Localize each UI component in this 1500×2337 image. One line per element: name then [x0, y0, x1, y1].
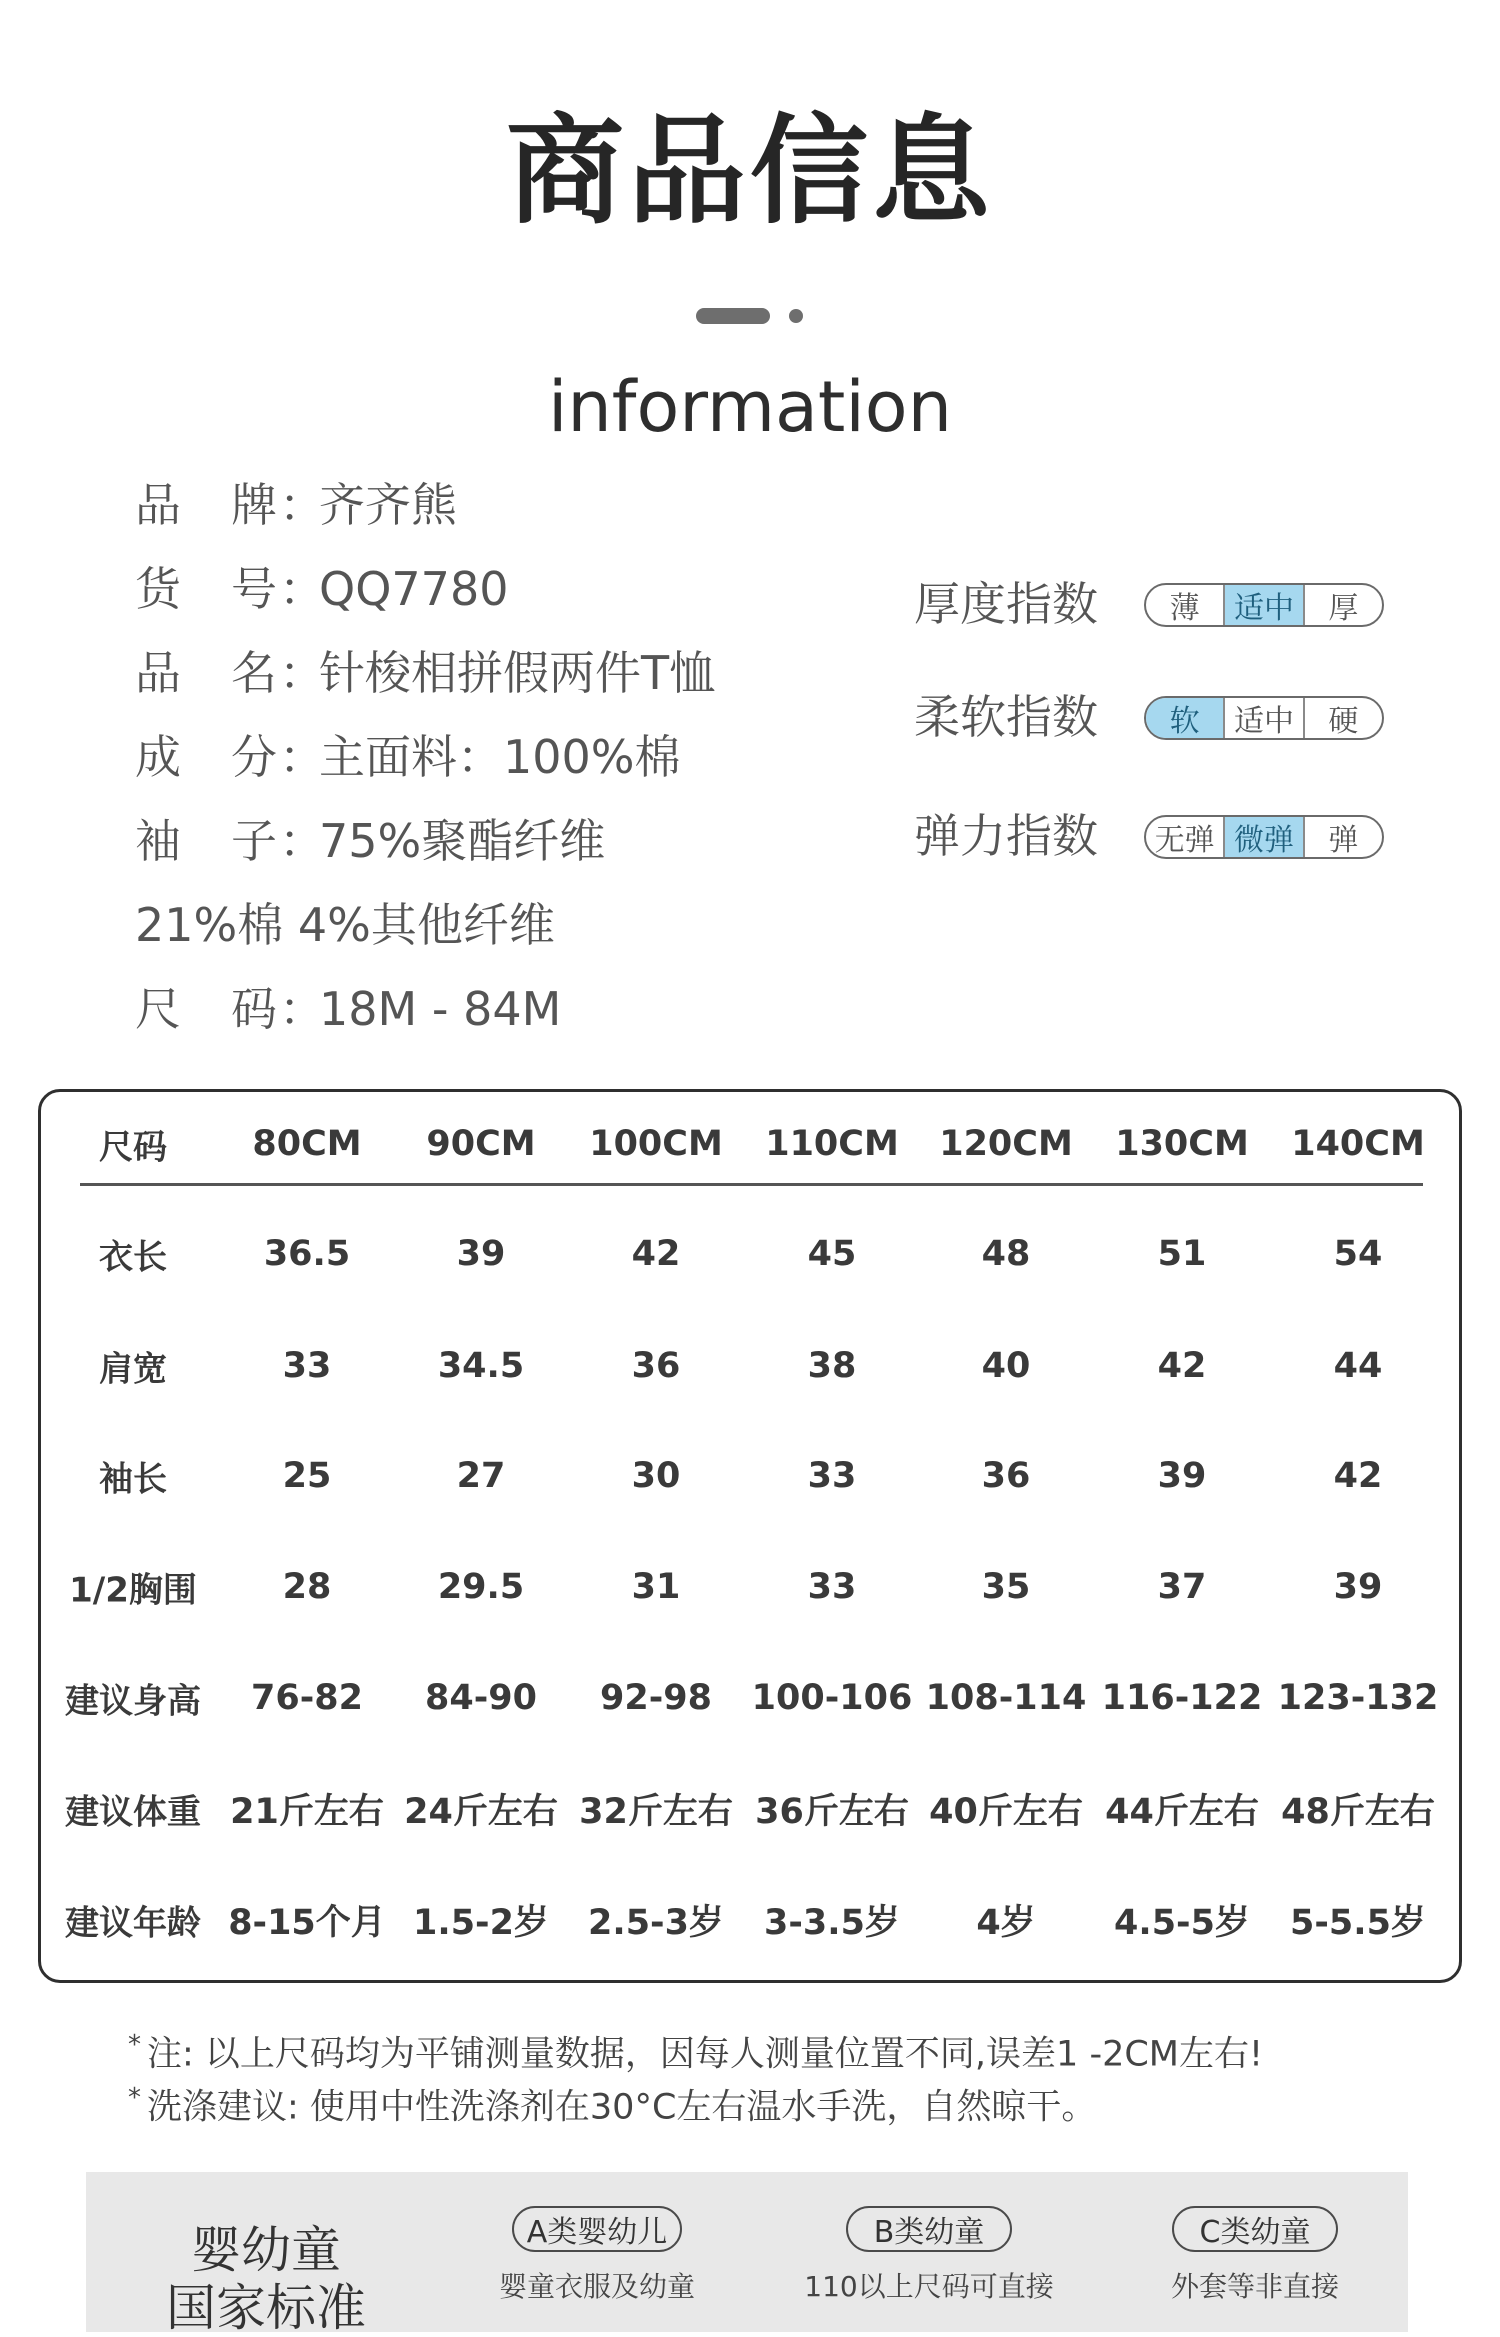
table-cell: 48: [982, 1234, 1031, 1274]
table-cell: 39: [1158, 1456, 1207, 1496]
softness-index-label: 柔软指数: [914, 694, 1098, 740]
category-c-badge: C类幼童: [1172, 2206, 1338, 2252]
scale-option: 厚: [1303, 585, 1382, 625]
table-cell: 123-132: [1278, 1678, 1439, 1718]
table-cell: 36: [632, 1346, 681, 1386]
thickness-index-label: 厚度指数: [914, 581, 1098, 627]
note-text: 注: 以上尺码均为平铺测量数据，因每人测量位置不同,误差1 -2CM左右!: [147, 2035, 1263, 2075]
info-sleeve: [135, 818, 605, 864]
page-title: 商品信息: [0, 112, 1500, 230]
table-header-divider: [80, 1183, 1423, 1186]
title-divider-bar: [696, 308, 770, 324]
standard-title-line: 婴幼童: [86, 2222, 446, 2280]
table-cell: 42: [632, 1234, 681, 1274]
table-cell: 40: [982, 1346, 1031, 1386]
table-cell: 44斤左右: [1105, 1784, 1259, 1834]
table-cell: 1.5-2岁: [413, 1895, 549, 1945]
info-label: 品 名：: [135, 650, 319, 696]
table-cell: 116-122: [1102, 1678, 1263, 1718]
thickness-index-scale: [1144, 583, 1384, 627]
info-label: 成 分：: [135, 734, 319, 780]
table-cell: 36: [982, 1456, 1031, 1496]
table-cell: 45: [808, 1234, 857, 1274]
info-sleeve-continued: [135, 902, 555, 948]
table-cell: 39: [1334, 1567, 1383, 1607]
table-cell: 3-3.5岁: [764, 1895, 900, 1945]
elasticity-index-label: 弹力指数: [914, 813, 1098, 859]
table-column-header: 80CM: [252, 1124, 361, 1164]
table-cell: 39: [457, 1234, 506, 1274]
table-cell: 35: [982, 1567, 1031, 1607]
table-cell: 33: [283, 1346, 332, 1386]
table-column-header: 100CM: [589, 1124, 723, 1164]
info-size-range: [135, 986, 561, 1032]
table-cell: 21斤左右: [230, 1784, 384, 1834]
info-value: 主面料：100%棉: [319, 730, 681, 784]
table-cell: 25: [283, 1456, 332, 1496]
table-cell: 38: [808, 1346, 857, 1386]
page-subtitle: information: [0, 372, 1500, 442]
table-cell: 4.5-5岁: [1114, 1895, 1250, 1945]
table-row-label: 衣长: [99, 1230, 167, 1279]
info-value: 18M - 84M: [319, 982, 561, 1036]
table-row-label: 建议身高: [65, 1674, 201, 1723]
info-value: 针梭相拼假两件T恤: [319, 646, 715, 700]
table-column-header: 90CM: [426, 1124, 535, 1164]
table-cell: 24斤左右: [404, 1784, 558, 1834]
size-table: [38, 1089, 1462, 1983]
measurement-note: [128, 2032, 1263, 2073]
table-cell: 44: [1334, 1346, 1383, 1386]
scale-option: 薄: [1146, 585, 1223, 625]
info-brand: [135, 482, 457, 528]
info-value: 21%棉 4%其他纤维: [135, 898, 555, 952]
table-cell: 33: [808, 1456, 857, 1496]
standard-title: [86, 2222, 446, 2337]
softness-index-scale: [1144, 696, 1384, 740]
table-cell: 92-98: [600, 1678, 712, 1718]
scale-option: 硬: [1303, 698, 1382, 738]
title-divider-dot: [789, 309, 803, 323]
table-cell: 42: [1334, 1456, 1383, 1496]
table-cell: 34.5: [438, 1346, 524, 1386]
table-cell: 100-106: [752, 1678, 913, 1718]
info-value: 75%聚酯纤维: [319, 814, 605, 868]
info-label: 货 号：: [135, 566, 319, 612]
table-cell: 32斤左右: [579, 1784, 733, 1834]
category-a-text: 婴童衣服及幼童: [466, 2270, 728, 2304]
national-standard-panel: [86, 2172, 1408, 2332]
table-cell: 54: [1334, 1234, 1383, 1274]
table-cell: 42: [1158, 1346, 1207, 1386]
table-column-header: 130CM: [1115, 1124, 1249, 1164]
info-value: QQ7780: [319, 562, 508, 616]
table-cell: 48斤左右: [1281, 1784, 1435, 1834]
category-a-badge: A类婴幼儿: [512, 2206, 682, 2252]
note-text: 洗涤建议: 使用中性洗涤剂在30°C左右温水手洗，自然晾干。: [147, 2088, 1096, 2128]
note-asterisk: *: [128, 2083, 141, 2113]
scale-option: 弹: [1303, 817, 1382, 857]
elasticity-index-scale: [1144, 815, 1384, 859]
standard-title-line: 国家标准: [86, 2280, 446, 2337]
table-column-header: 140CM: [1291, 1124, 1425, 1164]
table-cell: 29.5: [438, 1567, 524, 1607]
table-cell: 2.5-3岁: [588, 1895, 724, 1945]
scale-option-selected: 软: [1146, 698, 1223, 738]
info-label: 袖 子：: [135, 818, 319, 864]
scale-option: 无弹: [1146, 817, 1223, 857]
scale-option-selected: 微弹: [1223, 817, 1302, 857]
table-cell: 5-5.5岁: [1290, 1895, 1426, 1945]
table-cell: 84-90: [425, 1678, 537, 1718]
table-cell: 8-15个月: [228, 1895, 386, 1945]
info-value: 齐齐熊: [319, 478, 457, 532]
info-label: 品 牌：: [135, 482, 319, 528]
table-row-label: 袖长: [99, 1452, 167, 1501]
table-cell: 36斤左右: [755, 1784, 909, 1834]
table-cell: 30: [632, 1456, 681, 1496]
table-row-label: 建议年龄: [65, 1896, 201, 1945]
table-cell: 37: [1158, 1567, 1207, 1607]
table-column-header: 120CM: [939, 1124, 1073, 1164]
table-cell: 36.5: [264, 1234, 350, 1274]
table-cell: 4岁: [976, 1895, 1035, 1945]
info-composition: [135, 734, 681, 780]
table-cell: 27: [457, 1456, 506, 1496]
table-cell: 33: [808, 1567, 857, 1607]
table-column-header: 110CM: [765, 1124, 899, 1164]
table-row-label: 肩宽: [99, 1342, 167, 1391]
info-product-name: [135, 650, 715, 696]
table-header-label: 尺码: [99, 1120, 167, 1169]
table-cell: 28: [283, 1567, 332, 1607]
info-item-number: [135, 566, 508, 612]
category-b-text: 110以上尺码可直接: [786, 2270, 1072, 2304]
scale-option-selected: 适中: [1223, 585, 1302, 625]
table-cell: 108-114: [926, 1678, 1087, 1718]
category-c-text: 外套等非直接: [1120, 2270, 1390, 2304]
scale-option: 适中: [1223, 698, 1302, 738]
table-cell: 76-82: [251, 1678, 363, 1718]
table-row-label: 建议体重: [65, 1785, 201, 1834]
table-cell: 31: [632, 1567, 681, 1607]
washing-note: [128, 2085, 1096, 2126]
category-b-badge: B类幼童: [846, 2206, 1012, 2252]
table-cell: 40斤左右: [929, 1784, 1083, 1834]
table-cell: 51: [1158, 1234, 1207, 1274]
note-asterisk: *: [128, 2030, 141, 2060]
table-row-label: 1/2胸围: [69, 1563, 197, 1612]
info-label: 尺 码：: [135, 986, 319, 1032]
